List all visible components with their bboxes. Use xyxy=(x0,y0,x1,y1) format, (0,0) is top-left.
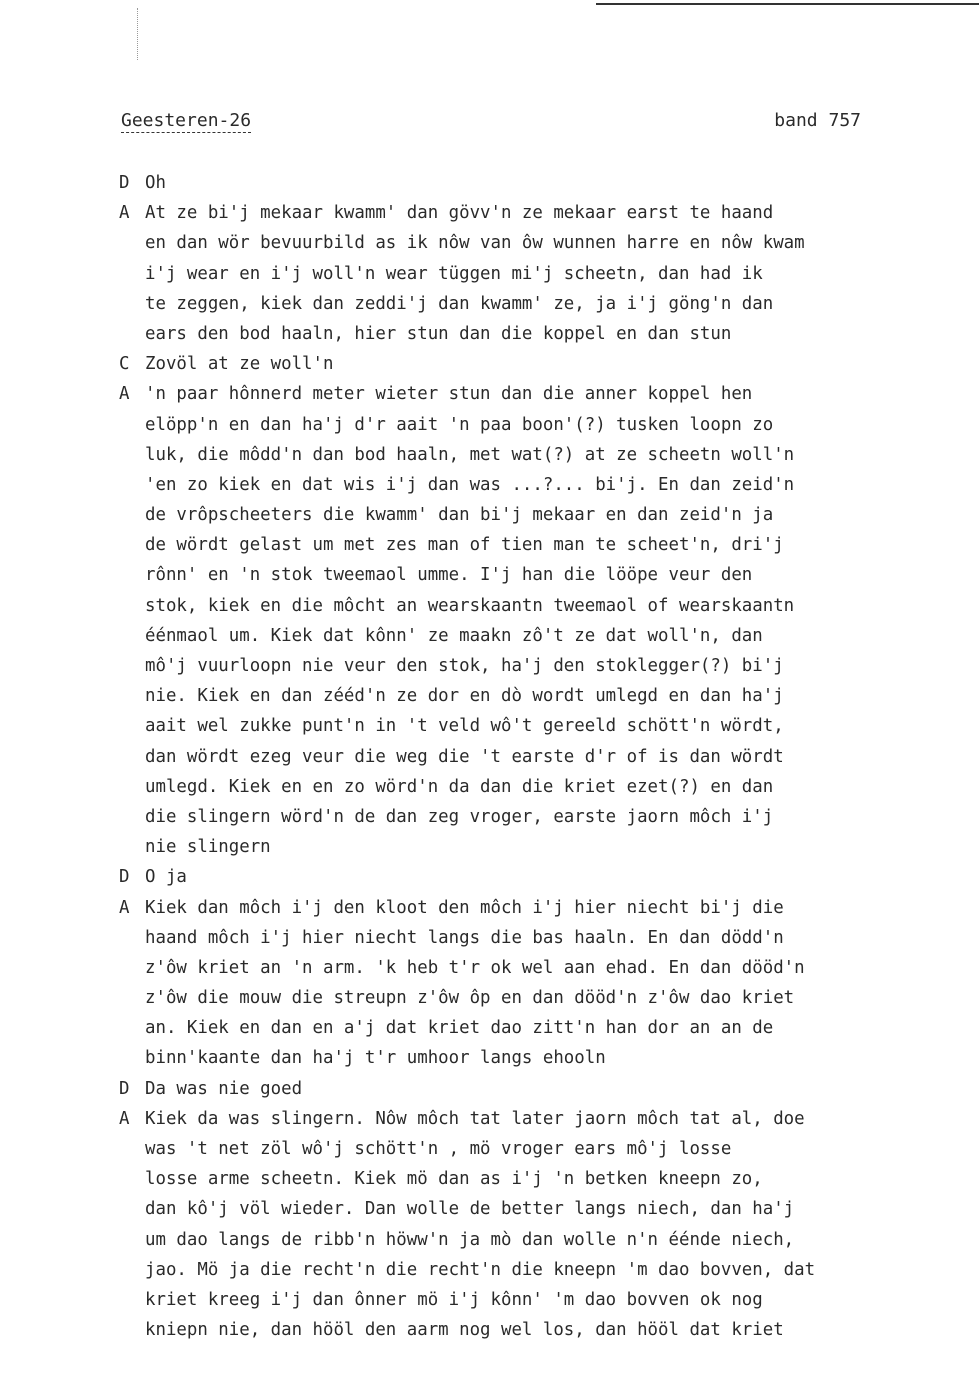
line-text: an. Kiek en dan en a'j dat kriet dao zitt'n han dor an an de xyxy=(145,1018,774,1039)
transcript-line xyxy=(0,410,979,440)
line-text: en dan wör bevuurbild as ik nôw van ôw wunnen harre en nôw kwam xyxy=(145,233,805,254)
speaker-label: D xyxy=(119,867,130,888)
transcript-line xyxy=(0,1104,979,1134)
band-label: band 757 xyxy=(774,110,861,131)
transcript-line xyxy=(0,470,979,500)
transcript-line xyxy=(0,198,979,228)
speaker-label: D xyxy=(119,173,130,193)
line-text: Zovöl at ze woll'n xyxy=(145,354,334,375)
line-text: rônn' en 'n stok tweemaol umme. I'j han die lööpe veur den xyxy=(145,565,753,586)
transcript-line xyxy=(0,530,979,560)
line-text: 'en zo kiek en dat wis i'j dan was ...?... bi'j. En dan zeid'n xyxy=(145,474,795,495)
transcript-body xyxy=(0,168,979,1345)
transcript-line xyxy=(0,591,979,621)
transcript-line xyxy=(0,379,979,409)
line-text: umlegd. Kiek en en zo wörd'n da dan die kriet ezet(?) en dan xyxy=(145,776,774,797)
line-text: mô'j vuurloopn nie veur den stok, ha'j den stoklegger(?) bi'j xyxy=(145,656,784,676)
transcript-line xyxy=(0,893,979,923)
line-text: haand môch i'j hier niecht langs die bas haaln. En dan dödd'n xyxy=(145,927,784,948)
line-text: de wördt gelast um met zes man of tien man te scheet'n, dri'j xyxy=(145,535,784,556)
transcript-line xyxy=(0,802,979,832)
transcript-line xyxy=(0,1074,979,1104)
transcript-line xyxy=(0,832,979,862)
transcript-line xyxy=(0,953,979,983)
transcript-line xyxy=(0,500,979,530)
line-text: 'n paar hônnerd meter wieter stun dan die anner koppel hen xyxy=(145,384,753,405)
transcript-line xyxy=(0,1134,979,1164)
speaker-label: A xyxy=(119,203,130,224)
line-text: kriet kreeg i'j dan ônner mö i'j kônn' 'm dao bovven ok nog xyxy=(145,1289,763,1310)
transcript-line xyxy=(0,1013,979,1043)
line-text: Da was nie goed xyxy=(145,1078,303,1099)
line-text: nie slingern xyxy=(145,837,271,858)
transcript-line xyxy=(0,651,979,681)
line-text: z'ôw kriet an 'n arm. 'k heb t'r ok wel aan ehad. En dan dööd'n xyxy=(145,957,805,978)
transcript-line xyxy=(0,1255,979,1285)
line-text: luk, die môdd'n dan bod haaln, met wat(?) at ze scheetn woll'n xyxy=(145,444,795,465)
line-text: de vrôpscheeters die kwamm' dan bi'j mekaar en dan zeid'n ja xyxy=(145,505,774,526)
line-text: was 't net zöl wô'j schött'n , mö vroger ears mô'j losse xyxy=(145,1139,732,1159)
line-text: losse arme scheetn. Kiek mö dan as i'j 'n betken kneepn zo, xyxy=(145,1169,763,1190)
transcript-line xyxy=(0,259,979,289)
transcript-line xyxy=(0,1285,979,1315)
transcript-line xyxy=(0,923,979,953)
line-text: kniepn nie, dan hööl den aarm nog wel los, dan hööl dat kriet xyxy=(145,1320,784,1341)
transcript-line xyxy=(0,681,979,711)
line-text: te zeggen, kiek dan zeddi'j dan kwamm' ze, ja i'j göng'n dan xyxy=(145,293,774,314)
speaker-label: A xyxy=(119,897,130,918)
transcript-line xyxy=(0,349,979,379)
line-text: éénmaol um. Kiek dat kônn' ze maakn zô't ze dat woll'n, dan xyxy=(145,625,763,646)
line-text: nie. Kiek en dan zééd'n ze dor en dò wordt umlegd en dan ha'j xyxy=(145,686,784,707)
page-header xyxy=(121,110,861,140)
line-text: die slingern wörd'n de dan zeg vroger, earste jaorn môch i'j xyxy=(145,806,774,827)
transcript-line xyxy=(0,1225,979,1255)
line-text: um dao langs de ribb'n höww'n ja mò dan wolle n'n éénde niech, xyxy=(145,1229,795,1250)
line-text: jao. Mö ja die recht'n die recht'n die kneepn 'm dao bovven, dat xyxy=(145,1259,816,1280)
speaker-label: D xyxy=(119,1078,130,1099)
speaker-label: A xyxy=(119,384,130,405)
line-text: O ja xyxy=(145,867,187,888)
transcript-line xyxy=(0,983,979,1013)
line-text: dan wördt ezeg veur die weg die 't earste d'r of is dan wördt xyxy=(145,746,784,767)
transcript-line xyxy=(0,1043,979,1073)
transcript-line xyxy=(0,1164,979,1194)
speaker-label: C xyxy=(119,354,130,375)
transcript-line xyxy=(0,711,979,741)
line-text: ears den bod haaln, hier stun dan die koppel en dan stun xyxy=(145,323,732,344)
transcript-line xyxy=(0,168,979,198)
location-label: Geesteren-26 xyxy=(121,110,252,131)
transcript-line xyxy=(0,319,979,349)
speaker-label: A xyxy=(119,1108,130,1129)
transcript-line xyxy=(0,228,979,258)
top-rule xyxy=(596,3,979,5)
transcript-line xyxy=(0,1194,979,1224)
transcript-line xyxy=(0,862,979,892)
line-text: dan kô'j völ wieder. Dan wolle de better langs niech, dan ha'j xyxy=(145,1199,795,1220)
line-text: Oh xyxy=(145,173,166,193)
transcript-line xyxy=(0,560,979,590)
transcript-line xyxy=(0,772,979,802)
line-text: i'j wear en i'j woll'n wear tüggen mi'j scheetn, dan had ik xyxy=(145,263,763,284)
line-text: binn'kaante dan ha'j t'r umhoor langs ehooln xyxy=(145,1048,606,1069)
transcript-line xyxy=(0,289,979,319)
margin-mark xyxy=(137,8,140,60)
transcript-line xyxy=(0,621,979,651)
transcript-line xyxy=(0,440,979,470)
transcript-line xyxy=(0,1315,979,1345)
line-text: At ze bi'j mekaar kwamm' dan gövv'n ze mekaar earst te haand xyxy=(145,203,774,224)
line-text: Kiek da was slingern. Nôw môch tat later jaorn môch tat al, doe xyxy=(145,1108,805,1129)
line-text: Kiek dan môch i'j den kloot den môch i'j hier niecht bi'j die xyxy=(145,897,784,918)
line-text: elöpp'n en dan ha'j d'r aait 'n paa boon'(?) tusken loopn zo xyxy=(145,414,774,435)
line-text: aait wel zukke punt'n in 't veld wô't gereeld schött'n wördt, xyxy=(145,716,784,737)
line-text: stok, kiek en die môcht an wearskaantn tweemaol of wearskaantn xyxy=(145,595,795,616)
transcript-line xyxy=(0,742,979,772)
line-text: z'ôw die mouw die streupn z'ôw ôp en dan dööd'n z'ôw dao kriet xyxy=(145,988,795,1009)
